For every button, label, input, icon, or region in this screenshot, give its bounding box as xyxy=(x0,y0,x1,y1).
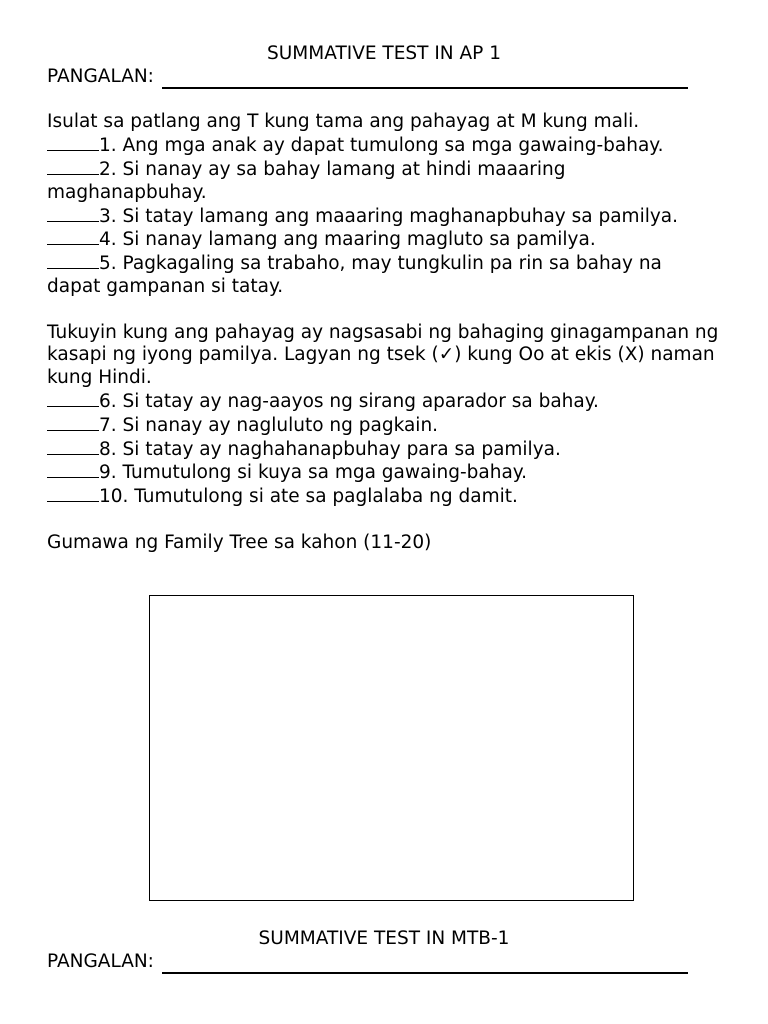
worksheet xyxy=(47,43,727,555)
question-item xyxy=(47,485,719,509)
answer-blank[interactable] xyxy=(47,205,99,222)
question-text: 5. Pagkagaling sa trabaho, may tungkulin pa rin sa bahay na dapat gampanan si tatay. xyxy=(47,253,662,297)
answer-blank[interactable] xyxy=(47,134,99,151)
part3-instruction: Gumawa ng Family Tree sa kahon (11-20) xyxy=(47,531,432,553)
question-text: 3. Si tatay lamang ang maaaring maghanapbuhay sa pamilya. xyxy=(99,205,679,227)
name-blank-line[interactable] xyxy=(162,954,688,974)
question-text: 9. Tumutulong si kuya sa mga gawaing-bahay. xyxy=(99,462,527,484)
answer-blank[interactable] xyxy=(47,158,99,175)
part1-instruction: Isulat sa patlang ang T kung tama ang pahayag at M kung mali. xyxy=(47,111,640,133)
answer-blank[interactable] xyxy=(47,461,99,478)
answer-blank[interactable] xyxy=(47,438,99,455)
question-item xyxy=(47,158,719,205)
question-text: 1. Ang mga anak ay dapat tumulong sa mga gawaing-bahay. xyxy=(99,135,664,157)
spacer xyxy=(47,89,727,112)
question-text: 10. Tumutulong si ate sa paglalaba ng damit. xyxy=(99,486,518,508)
name-label: PANGALAN: xyxy=(47,950,154,972)
spacer xyxy=(47,299,727,322)
question-item xyxy=(47,252,719,299)
spacer xyxy=(47,509,727,532)
question-item xyxy=(47,390,719,414)
answer-blank[interactable] xyxy=(47,228,99,245)
question-item xyxy=(47,414,719,438)
question-item xyxy=(47,438,719,462)
question-text: 7. Si nanay ay nagluluto ng pagkain. xyxy=(99,414,439,436)
answer-blank[interactable] xyxy=(47,390,99,407)
name-row xyxy=(47,951,727,974)
question-text: 4. Si nanay lamang ang maaring magluto sa pamilya. xyxy=(99,229,596,251)
answer-blank[interactable] xyxy=(47,414,99,431)
part2-instruction: Tukuyin kung ang pahayag ay nagsasabi ng bahaging ginagampanan ng kasapi ng iyong pamilya. Lagyan ng tsek (✓) kung Oo at ekis (X) naman kung Hindi. xyxy=(47,321,719,389)
name-label: PANGALAN: xyxy=(47,65,154,87)
question-item xyxy=(47,205,719,229)
test-title: SUMMATIVE TEST IN AP 1 xyxy=(267,43,501,64)
question-item xyxy=(47,461,719,485)
question-text: 2. Si nanay ay sa bahay lamang at hindi maaaring maghanapbuhay. xyxy=(47,158,566,203)
question-item xyxy=(47,134,719,158)
answer-blank[interactable] xyxy=(47,485,99,502)
question-text: 8. Si tatay ay naghahanapbuhay para sa pamilya. xyxy=(99,438,561,460)
answer-blank[interactable] xyxy=(47,252,99,269)
question-item xyxy=(47,228,719,252)
next-worksheet-header xyxy=(47,928,727,974)
name-blank-line[interactable] xyxy=(162,69,688,89)
family-tree-box[interactable] xyxy=(149,595,634,901)
question-text: 6. Si tatay ay nag-aayos ng sirang aparador sa bahay. xyxy=(99,390,599,412)
name-row xyxy=(47,66,727,89)
test-title: SUMMATIVE TEST IN MTB-1 xyxy=(258,928,510,949)
